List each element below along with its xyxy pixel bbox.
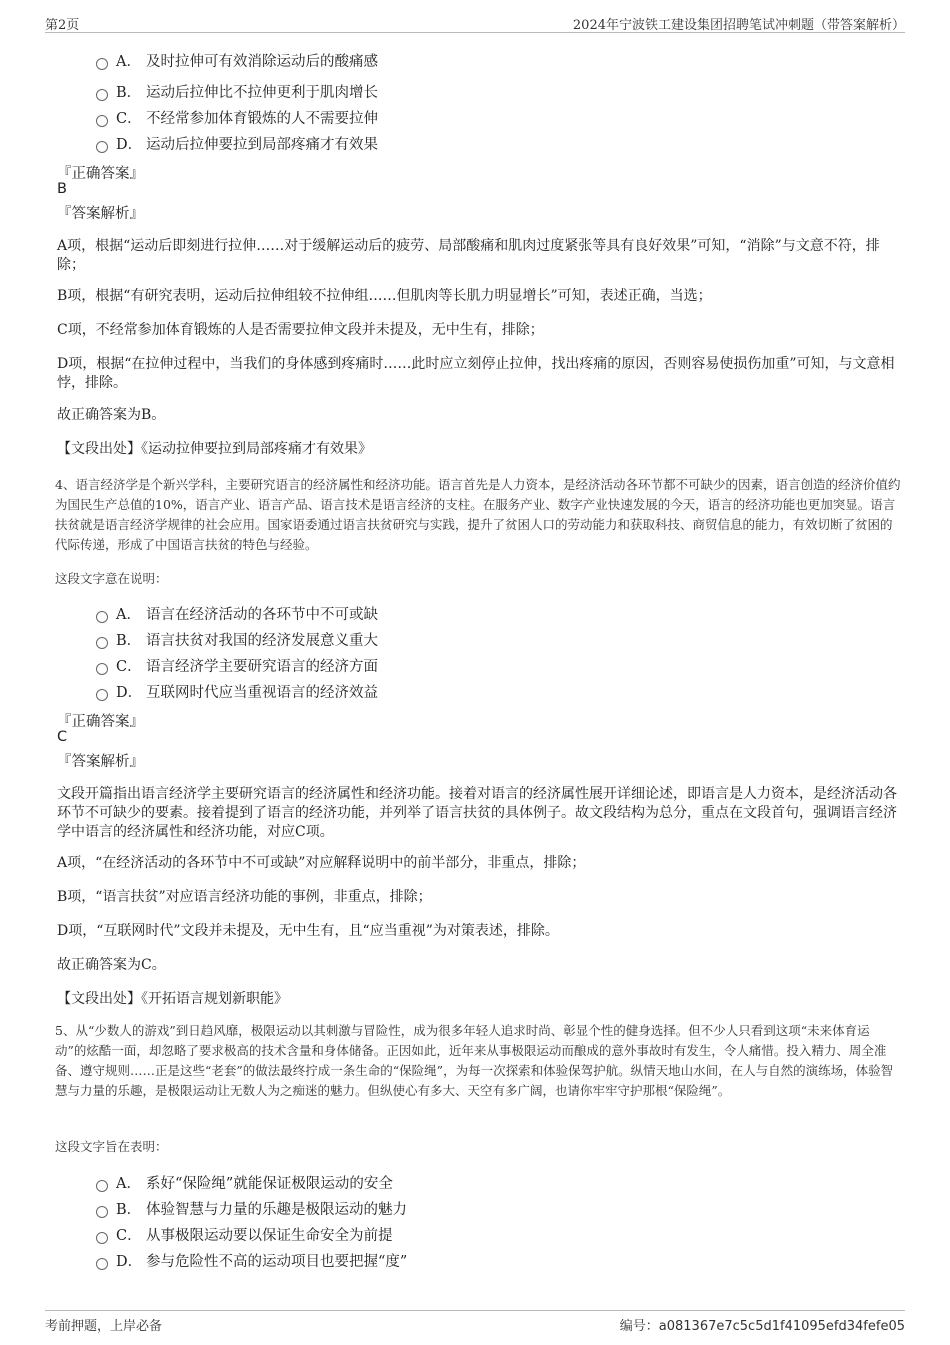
analysis-paragraph: A项，根据“运动后即刻进行拉伸……对于缓解运动后的疲劳、局部酸痛和肌肉过度紧张等具有良好效果”可知，“消除”与文意不符，排除； [57, 238, 880, 273]
question-5-text: 5、从“少数人的游戏”到日趋风靡，极限运动以其刺激与冒险性，成为很多年轻人追求时尚、彰显个性的健身选择。但不少人只看到这项“未来体育运动”的炫酷一面，却忽略了要求极高的技术含量和身体储备。正因如此，近年来从事极限运动而酿成的意外事故时有发生，令人痛惜。投入精力、周全准备、遵守规则……正是这些“老套”的做法最终拧成一条生命的“保险绳”，为每一次探索和体验保驾护航。纵情天地山水间，在人与自然的演练场，体验智慧与力量的乐趣，是极限运动让无数人为之痴迷的魅力。但纵使心有多大、天空有多广阔，也请你牢牢守护那根“保险绳”。 [55, 1023, 894, 1098]
q5-option-b[interactable]: B． 体验智慧与力量的乐趣是极限运动的魅力 [96, 1198, 407, 1218]
radio-icon[interactable] [96, 115, 108, 127]
answer-value: C [57, 729, 68, 745]
q4-option-b[interactable]: B． 语言扶贫对我国的经济发展意义重大 [96, 629, 378, 649]
radio-icon[interactable] [96, 58, 108, 70]
document-code: 编号：a081367e7c5c5d1f41095efd34fefe05 [619, 1319, 905, 1334]
source: 【文段出处】《运动拉伸要拉到局部疼痛才有效果》 [57, 441, 372, 457]
question-5-ask: 这段文字旨在表明： [55, 1139, 168, 1154]
q3-option-a[interactable]: A． 及时拉伸可有效消除运动后的酸痛感 [96, 50, 378, 70]
page-number: 第2页 [45, 18, 80, 33]
footer-slogan: 考前押题，上岸必备 [45, 1319, 163, 1334]
answer-label: 『正确答案』 [57, 166, 144, 182]
analysis-paragraph: 文段开篇指出语言经济学主要研究语言的经济属性和经济功能。接着对语言的经济属性展开详细论述，即语言是人力资本，是经济活动各环节不可缺少的要素。接着提到了语言的经济功能，并列举了语言扶贫的具体例子。故文段结构为总分，重点在文段首句，强调语言经济学中语言的经济属性和经济功能，对应C项。 [57, 786, 897, 840]
answer-label: 『正确答案』 [57, 714, 144, 730]
radio-icon[interactable] [96, 637, 108, 649]
q5-option-d[interactable]: D． 参与危险性不高的运动项目也要把握“度” [96, 1250, 407, 1270]
analysis-paragraph: D项，“互联网时代”文段并未提及，无中生有，且“应当重视”为对策表述，排除。 [57, 923, 559, 939]
radio-icon[interactable] [96, 1258, 108, 1270]
q3-option-d[interactable]: D． 运动后拉伸要拉到局部疼痛才有效果 [96, 133, 378, 153]
answer-value: B [57, 181, 67, 197]
radio-icon[interactable] [96, 141, 108, 153]
analysis-paragraph: B项，“语言扶贫”对应语言经济功能的事例，非重点，排除； [57, 889, 432, 905]
q5-option-a[interactable]: A． 系好“保险绳”就能保证极限运动的安全 [96, 1172, 393, 1192]
radio-icon[interactable] [96, 611, 108, 623]
q4-option-c[interactable]: C． 语言经济学主要研究语言的经济方面 [96, 655, 378, 675]
q5-option-c[interactable]: C． 从事极限运动要以保证生命安全为前提 [96, 1224, 393, 1244]
question-4-ask: 这段文字意在说明： [55, 571, 168, 586]
q4-option-a[interactable]: A． 语言在经济活动的各环节中不可或缺 [96, 603, 378, 623]
q4-option-d[interactable]: D． 互联网时代应当重视语言的经济效益 [96, 681, 378, 701]
analysis-label: 『答案解析』 [57, 754, 144, 770]
radio-icon[interactable] [96, 1180, 108, 1192]
analysis-paragraph: D项，根据“在拉伸过程中，当我们的身体感到疼痛时……此时应立刻停止拉伸，找出疼痛的原因，否则容易使损伤加重”可知，与文意相悖，排除。 [57, 356, 895, 391]
analysis-label: 『答案解析』 [57, 206, 144, 222]
analysis-paragraph: A项，“在经济活动的各环节中不可或缺”对应解释说明中的前半部分，非重点，排除； [57, 855, 586, 871]
analysis-paragraph: C项，不经常参加体育锻炼的人是否需要拉伸文段并未提及，无中生有，排除； [57, 322, 544, 338]
page-header [45, 12, 905, 33]
q3-option-c[interactable]: C． 不经常参加体育锻炼的人不需要拉伸 [96, 107, 378, 127]
page-footer [45, 1310, 905, 1335]
radio-icon[interactable] [96, 1206, 108, 1218]
conclusion: 故正确答案为B。 [57, 407, 166, 423]
q3-option-b[interactable]: B． 运动后拉伸比不拉伸更利于肌肉增长 [96, 81, 378, 101]
radio-icon[interactable] [96, 1232, 108, 1244]
source: 【文段出处】《开拓语言规划新职能》 [57, 991, 288, 1007]
analysis-paragraph: B项，根据“有研究表明，运动后拉伸组较不拉伸组……但肌肉等长肌力明显增长”可知，表述正确，当选； [57, 288, 712, 304]
radio-icon[interactable] [96, 663, 108, 675]
question-4-text: 4、语言经济学是个新兴学科，主要研究语言的经济属性和经济功能。语言首先是人力资本，是经济活动各环节都不可缺少的因素，语言创造的经济价值约为国民生产总值的10%，语言产业、语言产品、语言技术是语言经济的支柱。在服务产业、数字产业快速发展的今天，语言的经济功能也更加突显。语言扶贫就是语言经济学规律的社会应用。国家语委通过语言扶贫研究与实践，提升了贫困人口的劳动能力和获取科技、商贸信息的能力，有效切断了贫困的代际传递，形成了中国语言扶贫的特色与经验。 [55, 477, 901, 552]
radio-icon[interactable] [96, 89, 108, 101]
radio-icon[interactable] [96, 689, 108, 701]
document-title: 2024年宁波铁工建设集团招聘笔试冲刺题（带答案解析） [572, 18, 905, 33]
conclusion: 故正确答案为C。 [57, 957, 166, 973]
